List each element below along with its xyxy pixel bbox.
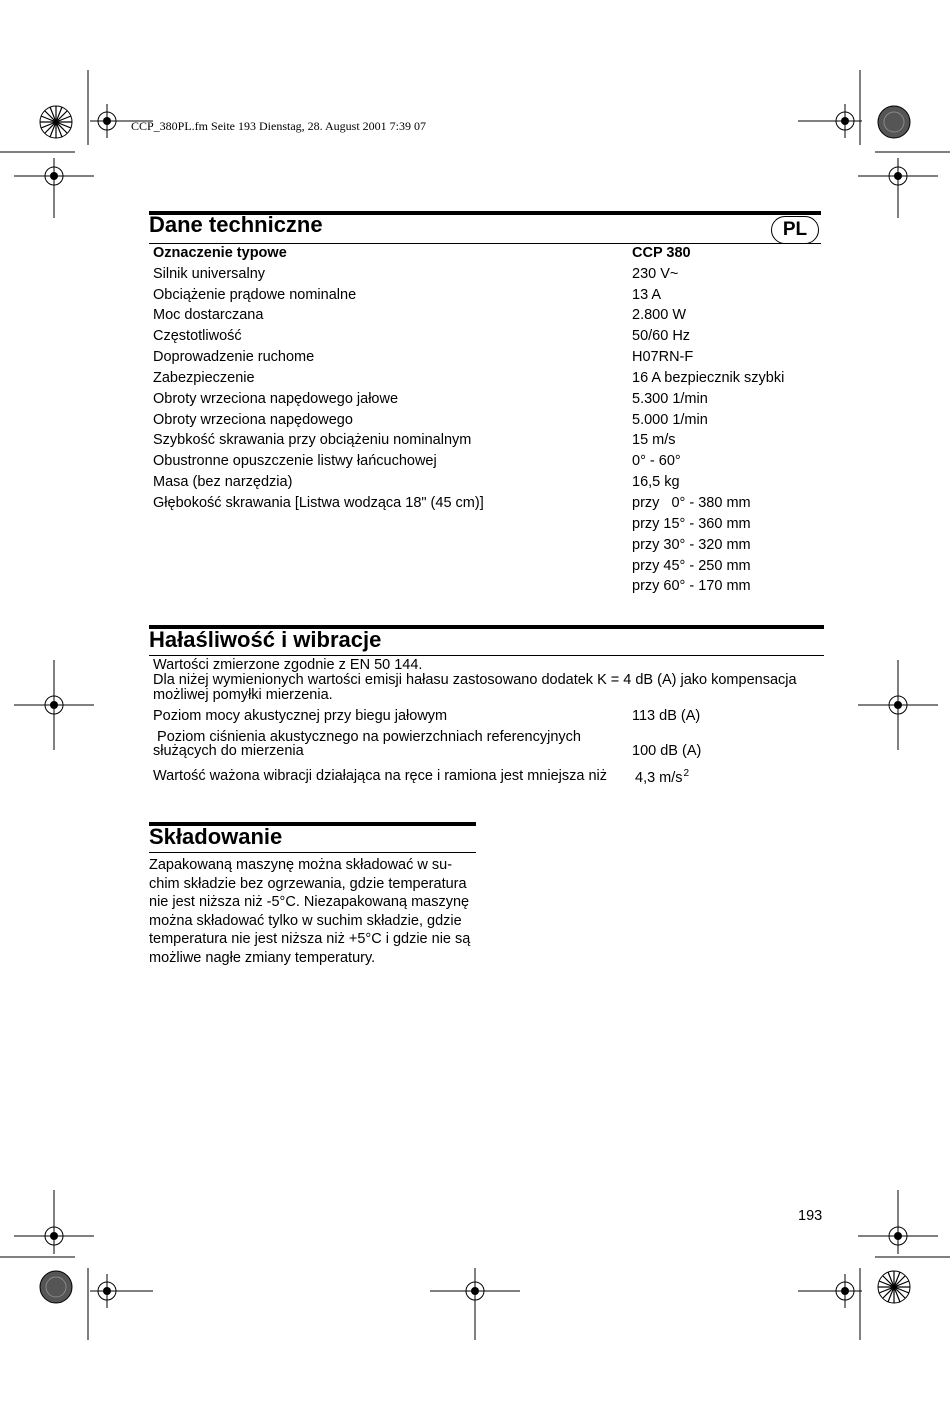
section-rule	[149, 852, 476, 853]
spec-label: Doprowadzenie ruchome	[153, 349, 315, 365]
spec-row	[153, 412, 823, 433]
depth-value: przy 30° - 320 mm	[632, 537, 751, 553]
section-title-storage: Składowanie	[149, 824, 283, 849]
noise-intro-line: Wartości zmierzone zgodnie z EN 50 144.	[153, 657, 423, 673]
spec-value: 16,5 kg	[632, 474, 680, 490]
sound-power-label: Poziom mocy akustycznej przy biegu jałowym	[153, 708, 448, 724]
vibration-number: 4,3 m/s	[635, 770, 683, 786]
sound-pressure-value: 100 dB (A)	[632, 743, 702, 759]
spec-label: Moc dostarczana	[153, 307, 264, 323]
spec-row	[153, 328, 823, 349]
spec-value: 13 A	[632, 287, 662, 303]
spec-row	[153, 432, 823, 453]
spec-value: 0° - 60°	[632, 453, 681, 469]
spec-row	[153, 349, 823, 370]
depth-value: przy 60° - 170 mm	[632, 578, 751, 594]
storage-line: chim składzie bez ogrzewania, gdzie temperatura	[149, 875, 467, 892]
storage-line: temperatura nie jest niższa niż +5°C i gdzie nie są	[149, 931, 471, 948]
storage-line: nie jest niższa niż -5°C. Niezapakowaną maszynę	[149, 894, 470, 911]
depth-value: przy 45° - 250 mm	[632, 558, 751, 574]
spec-value: 5.000 1/min	[632, 412, 708, 428]
spec-value: CCP 380	[632, 245, 691, 261]
spec-row	[153, 266, 823, 287]
storage-paragraph	[149, 856, 474, 968]
spec-label: Silnik universalny	[153, 266, 266, 282]
sound-pressure-label: służących do mierzenia	[153, 743, 304, 759]
section-title-technical: Dane techniczne	[149, 212, 323, 237]
page-number: 193	[798, 1208, 823, 1224]
spec-value: 5.300 1/min	[632, 391, 708, 407]
section-rule	[149, 243, 821, 244]
spec-label: Obustronne opuszczenie listwy łańcuchowej	[153, 453, 437, 469]
spec-row	[153, 474, 823, 495]
sound-power-value: 113 dB (A)	[632, 708, 701, 724]
spec-value: 2.800 W	[632, 307, 686, 323]
storage-line: możliwe nagłe zmiany temperatury.	[149, 949, 376, 966]
spec-row	[153, 495, 823, 516]
spec-row	[153, 307, 823, 328]
spec-label: Częstotliwość	[153, 328, 242, 344]
spec-label: Obroty wrzeciona napędowego	[153, 412, 353, 428]
noise-intro-line: Dla niżej wymienionych wartości emisji hałasu zastosowano dodatek K = 4 dB (A) jako kompensacja	[153, 672, 797, 688]
spec-row	[153, 453, 823, 474]
spec-value: 15 m/s	[632, 432, 676, 448]
spec-row	[153, 391, 823, 412]
file-header: CCP_380PL.fm Seite 193 Dienstag, 28. August 2001 7:39 07	[131, 119, 427, 133]
section-title-noise: Hałaśliwość i wibracje	[149, 627, 382, 652]
spec-value: H07RN-F	[632, 349, 694, 365]
spec-label: Masa (bez narzędzia)	[153, 474, 293, 490]
spec-value: przy 0° - 380 mm	[632, 495, 751, 511]
spec-row	[153, 245, 823, 266]
spec-value: 16 A bezpiecznik szybki	[632, 370, 785, 386]
spec-value: 230 V~	[632, 266, 679, 282]
spec-row	[153, 370, 823, 391]
storage-line: Zapakowaną maszynę można składować w su-	[149, 857, 453, 873]
noise-intro-line: możliwej pomyłki mierzenia.	[153, 687, 333, 703]
vibration-exponent: 2	[683, 768, 690, 779]
vibration-label: Wartość ważona wibracji działająca na ręce i ramiona jest mniejsza niż	[153, 768, 607, 784]
vibration-value	[635, 768, 689, 786]
depth-value: przy 15° - 360 mm	[632, 516, 751, 532]
spec-label: Obciążenie prądowe nominalne	[153, 287, 357, 303]
spec-label: Oznaczenie typowe	[153, 245, 287, 261]
spec-label: Szybkość skrawania przy obciążeniu nominalnym	[153, 432, 472, 448]
section-rule	[149, 655, 824, 656]
sound-pressure-label: Poziom ciśnienia akustycznego na powierzchniach referencyjnych	[153, 729, 581, 745]
spec-label: Zabezpieczenie	[153, 370, 255, 386]
spec-label: Głębokość skrawania [Listwa wodząca 18" (45 cm)]	[153, 495, 484, 511]
spec-label: Obroty wrzeciona napędowego jałowe	[153, 391, 399, 407]
spec-value: 50/60 Hz	[632, 328, 691, 344]
storage-line: można składować tylko w suchim składzie, gdzie	[149, 912, 462, 929]
spec-row	[153, 287, 823, 308]
language-badge: PL	[771, 216, 819, 244]
